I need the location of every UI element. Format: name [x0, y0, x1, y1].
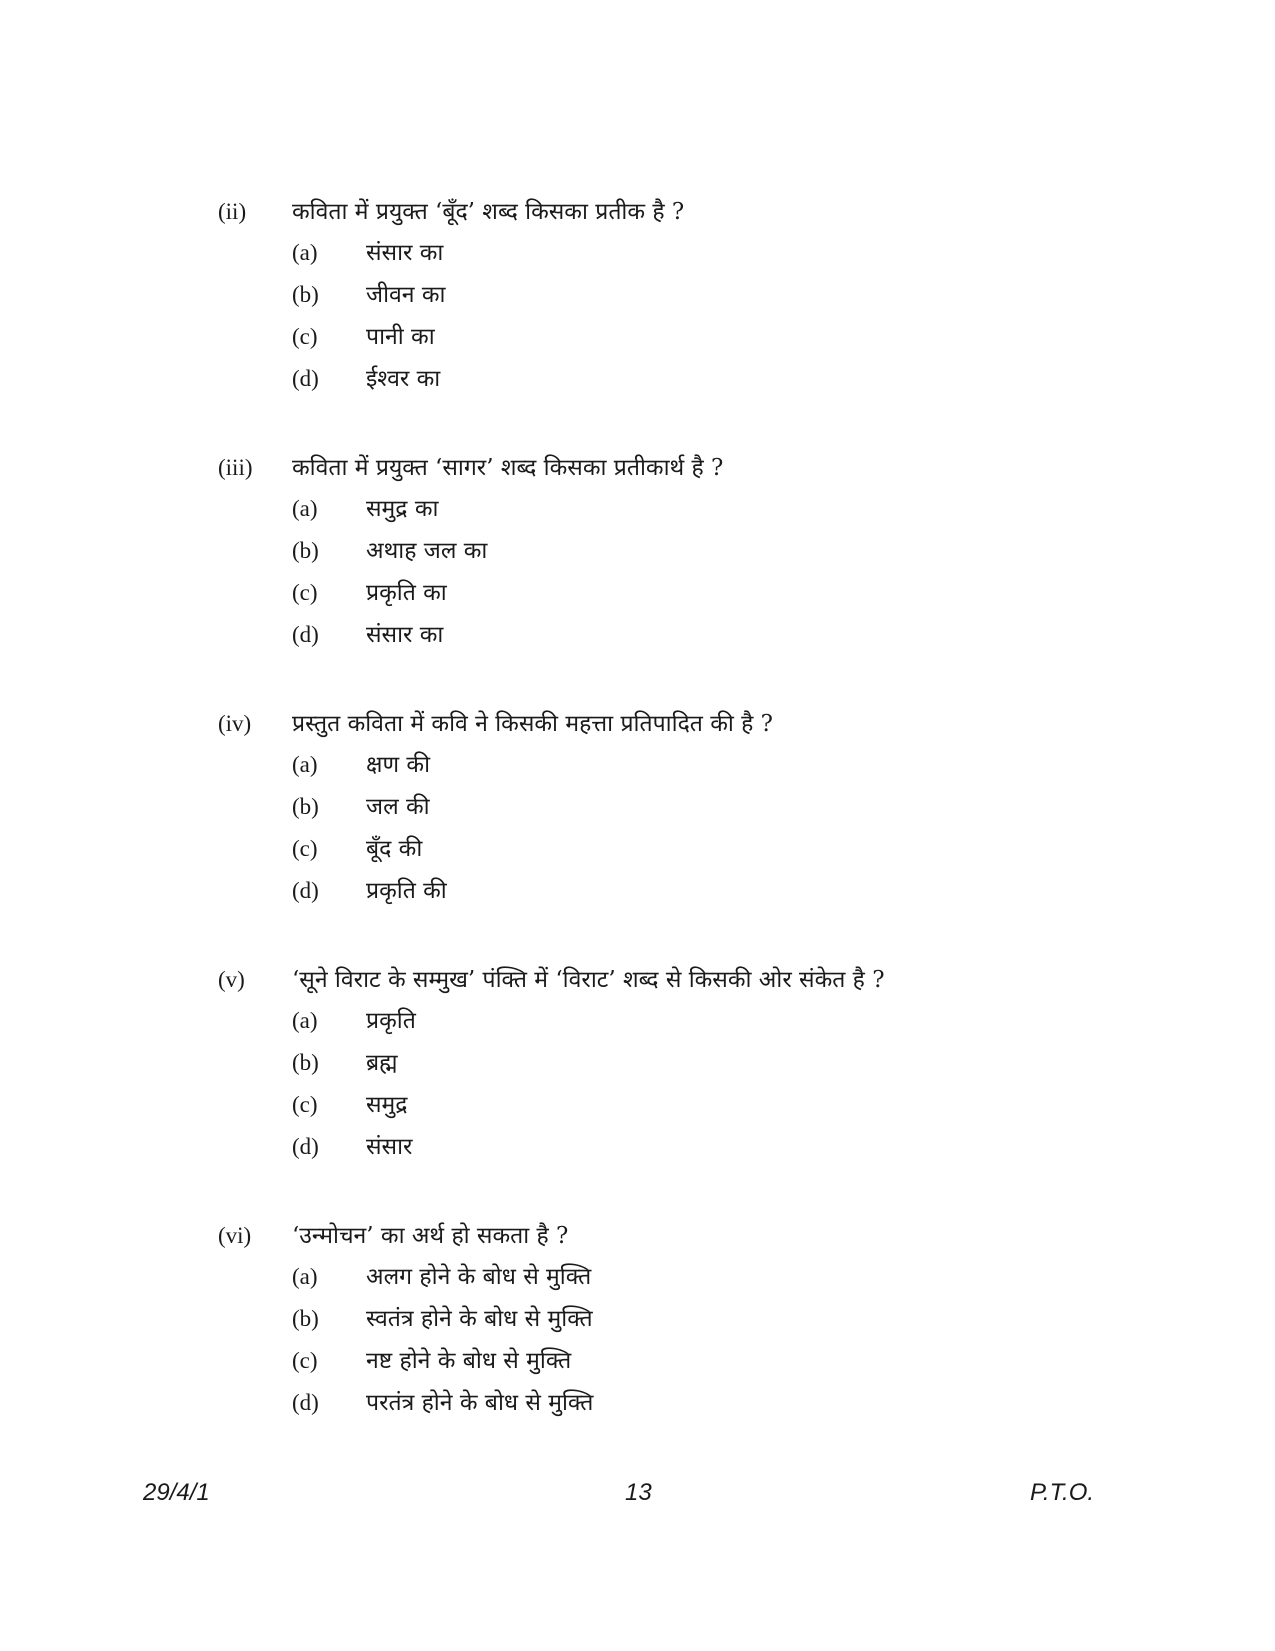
option-text: प्रकृति की: [366, 878, 447, 904]
question-number: (vi): [218, 1223, 252, 1248]
option-label: (d): [292, 878, 319, 903]
option-label: (d): [292, 366, 319, 391]
option-a: [0, 494, 1275, 524]
question-text: ‘उन्मोचन’ का अर्थ हो सकता है ?: [292, 1223, 569, 1249]
option-c: [0, 322, 1275, 352]
option-label: (c): [292, 324, 318, 349]
question-number: (ii): [218, 199, 247, 224]
option-label: (b): [292, 538, 319, 563]
option-d: [0, 620, 1275, 650]
option-d: [0, 1132, 1275, 1162]
option-b: [0, 280, 1275, 310]
option-text: अलग होने के बोध से मुक्ति: [366, 1264, 592, 1290]
option-text: परतंत्र होने के बोध से मुक्ति: [366, 1390, 594, 1416]
option-text: नष्ट होने के बोध से मुक्ति: [366, 1348, 572, 1374]
option-text: अथाह जल का: [366, 538, 488, 564]
option-label: (c): [292, 1348, 318, 1373]
question-text: कविता में प्रयुक्त ‘बूँद’ शब्द किसका प्रतीक है ?: [292, 199, 685, 225]
option-b: [0, 1048, 1275, 1078]
option-label: (b): [292, 282, 319, 307]
option-text: क्षण की: [366, 752, 431, 778]
option-label: (a): [292, 240, 318, 265]
option-b: [0, 536, 1275, 566]
question-text: ‘सूने विराट के सम्मुख’ पंक्ति में ‘विराट’ शब्द से किसकी ओर संकेत है ?: [292, 967, 885, 993]
option-text: जल की: [366, 794, 430, 820]
option-d: [0, 364, 1275, 394]
question-number: (iv): [218, 711, 252, 736]
option-label: (a): [292, 1008, 318, 1033]
option-text: समुद्र का: [366, 496, 439, 522]
option-text: संसार का: [366, 240, 444, 266]
option-label: (c): [292, 580, 318, 605]
option-text: प्रकृति का: [366, 580, 447, 606]
option-label: (b): [292, 1050, 319, 1075]
paper-code: 29/4/1: [143, 1479, 210, 1506]
option-text: ब्रह्म: [366, 1050, 398, 1076]
option-label: (b): [292, 1306, 319, 1331]
option-b: [0, 792, 1275, 822]
option-text: प्रकृति: [366, 1008, 416, 1034]
option-text: जीवन का: [366, 282, 446, 308]
option-label: (a): [292, 1264, 318, 1289]
option-text: संसार का: [366, 622, 444, 648]
option-label: (a): [292, 496, 318, 521]
option-a: [0, 750, 1275, 780]
option-label: (d): [292, 1134, 319, 1159]
option-a: [0, 1262, 1275, 1292]
question-text: कविता में प्रयुक्त ‘सागर’ शब्द किसका प्रतीकार्थ है ?: [292, 455, 724, 481]
option-d: [0, 876, 1275, 906]
option-c: [0, 578, 1275, 608]
option-d: [0, 1388, 1275, 1418]
option-text: ईश्वर का: [366, 366, 441, 392]
question-text: प्रस्तुत कविता में कवि ने किसकी महत्ता प्रतिपादित की है ?: [292, 711, 773, 737]
question-number: (iii): [218, 455, 253, 480]
question-number: (v): [218, 967, 245, 992]
option-text: स्वतंत्र होने के बोध से मुक्ति: [366, 1306, 593, 1332]
page-number: 13: [625, 1479, 652, 1506]
option-text: बूँद की: [366, 836, 423, 862]
option-a: [0, 238, 1275, 268]
option-text: समुद्र: [366, 1092, 408, 1118]
option-label: (d): [292, 1390, 319, 1415]
option-c: [0, 834, 1275, 864]
option-text: संसार: [366, 1134, 413, 1160]
option-label: (b): [292, 794, 319, 819]
option-a: [0, 1006, 1275, 1036]
option-c: [0, 1346, 1275, 1376]
option-label: (a): [292, 752, 318, 777]
option-b: [0, 1304, 1275, 1334]
option-label: (d): [292, 622, 319, 647]
please-turn-over: P.T.O.: [1030, 1479, 1095, 1506]
option-text: पानी का: [366, 324, 435, 350]
option-label: (c): [292, 836, 318, 861]
option-c: [0, 1090, 1275, 1120]
option-label: (c): [292, 1092, 318, 1117]
